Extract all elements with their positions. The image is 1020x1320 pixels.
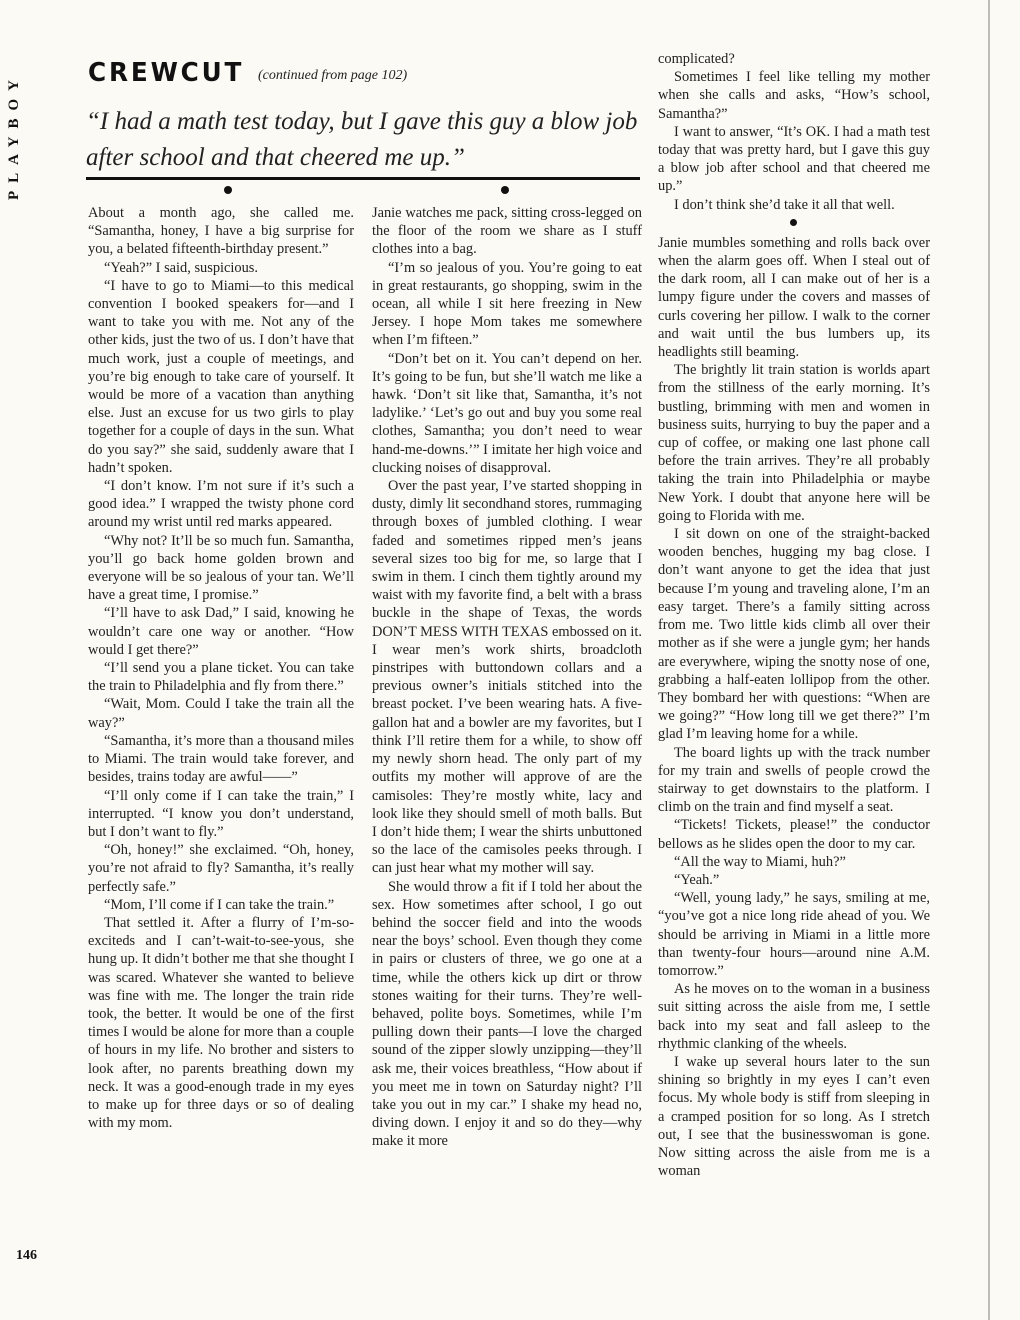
paragraph: Sometimes I feel like telling my mother when she calls and asks, “How’s school, Samantha?”	[658, 69, 930, 122]
paragraph: “Tickets! Tickets, please!” the conductor bellows as he slides open the door to my car.	[658, 817, 930, 852]
paragraph: “All the way to Miami, huh?”	[674, 853, 846, 870]
paragraph: complicated?	[658, 51, 735, 67]
paragraph: “I don’t know. I’m not sure if it’s such a good idea.” I wrapped the twisty phone cord around my wrist until red marks appeared.	[88, 478, 354, 531]
paragraph: Over the past year, I’ve started shopping in dusty, dimly lit secondhand stores, rummaging through boxes of jumbled clothing. I wear faded and sometimes ripped men’s jeans several sizes too big for me, so large that I swim in them. I cinch them tightly around my waist with my favorite find, a belt with a brass buckle in the shape of Texas, the words DON’T MESS WITH TEXAS embossed on it. I wear men’s work shirts, broadcloth pinstripes with buttondown collars and a previous owner’s initials stitched into the breast pocket. I’ve been wearing hats. A five-gallon hat and a bowler are my favorites, but I think I’ll retire them for a while, to show off my newly shorn head. The only part of my outfits my mother will approve of are the camisoles: They’re mostly white, lacy and look like they should smell of moth balls. But I don’t hide them; I wear the shirts unbuttoned so the lace of the camisoles peeks through. I can just hear what my mother will say.	[372, 478, 642, 877]
paragraph: About a month ago, she called me. “Samantha, honey, I have a big surprise for you, a belated fifteenth-birthday present.”	[88, 205, 354, 258]
pull-quote: “I had a math test today, but I gave this guy a blow job after school and that cheered me up.”	[86, 108, 638, 171]
paragraph: The board lights up with the track number for my train and swells of people crowd the stairway to get downstairs to the platform. I climb on the train and find myself a seat.	[658, 744, 930, 816]
paragraph: “I’ll have to ask Dad,” I said, knowing he wouldn’t care one way or another. “How would I get there?”	[88, 605, 354, 658]
paragraph: “Oh, honey!” she exclaimed. “Oh, honey, you’re not afraid to fly? Samantha, it’s really perfectly safe.”	[88, 842, 354, 895]
paragraph: “Yeah.”	[674, 871, 720, 888]
column-2	[372, 204, 642, 1151]
paragraph: The brightly lit train station is worlds apart from the stillness of the early morning. It’s bustling, brimming with men and women in business suits, hurrying to buy the paper and a cup of coffee, or making one last phone call before the train arrives. They’re all probably taking the train into Philadelphia or maybe New York. I doubt that anyone here will be going to Florida with me.	[658, 362, 930, 524]
section-bullet-1	[224, 186, 232, 194]
paragraph: “I’ll send you a plane ticket. You can take the train to Philadelphia and fly from there.”	[88, 660, 354, 695]
paragraph: “I’m so jealous of you. You’re going to eat in great restaurants, go shopping, swim in the ocean, all while I sit here freezing in New Jersey. I hope Mom takes me somewhere when I’m fifteen.”	[372, 259, 642, 349]
paragraph: I don’t think she’d take it all that well.	[674, 196, 895, 213]
magazine-name: PLAYBOY	[6, 72, 22, 200]
continued-note: (continued from page 102)	[258, 68, 408, 83]
header	[88, 58, 638, 88]
page-number: 146	[16, 1248, 37, 1263]
paragraph: “I have to go to Miami—to this medical convention I booked speakers for—and I want to take you with me. Not any of the other kids, just the two of us. I don’t have that much work, just a couple of meetings, and you’re big enough to take care of yourself. It would be more of a vacation than anything else. Just an excuse for us two girls to play together for a couple of days in the sun. What do you say?” she said, suddenly aware that I hadn’t spoken.	[88, 277, 354, 476]
paragraph: “Well, young lady,” he says, smiling at me, “you’ve got a nice long ride ahead of you. We should be arriving in Miami in a little more than twenty-four hours—around nine A.M. tomorrow.”	[658, 890, 930, 979]
paragraph: I sit down on one of the straight-backed wooden benches, hugging my bag close. I don’t want anyone to get the idea that just because I’m young and traveling alone, I’m an easy target. There’s a family sitting across from me. Two little kids climb all over their mother as if she were a jungle gym; her hands are everywhere, wiping the snotty nose of one, grabbing a half-eaten lollipop from the other. They bombard her with questions: “When are we going?” “How long till we get there?” I’m glad I’m leaving home for a while.	[658, 526, 930, 743]
paragraph: Janie mumbles something and rolls back over when the alarm goes off. When I steal out of the dark room, all I can make out of her is a lumpy figure under the covers and masses of curls covering her pillow. I walk to the corner and wait until the bus lumbers up, its headlights still beaming.	[658, 234, 930, 361]
paragraph: “Wait, Mom. Could I take the train all the way?”	[88, 696, 354, 731]
paragraph: “Don’t bet on it. You can’t depend on her. It’s going to be fun, but she’ll watch me like a hawk. ‘Don’t sit like that, Samantha, it’s not ladylike.’ ‘Let’s go out and buy you some real clothes, Samantha; you don’t need to wear hand-me-downs.’” I imitate her high voice and clucking noises of disapproval.	[372, 350, 642, 476]
column-1	[88, 204, 354, 1132]
section-bullet-3	[658, 216, 930, 230]
paragraph: She would throw a fit if I told her about the sex. How sometimes after school, I go out behind the soccer field and into the woods near the boys’ school. Even though they come in pairs or clusters of three, we go one at a time, while the others kick up dirt or throw stones waiting for their turns. They’re well-behaved, polite boys. Sometimes, while I’m pulling down their pants—I love the charged sound of the zipper slowly unzipping—they’ll ask me, their voices breathless, “How about if you meet me in town on Saturday night? I’ll take you out in my car.” I shake my head no, diving down. I enjoy it and so do they—why make it more	[372, 878, 642, 1150]
paragraph: “Mom, I’ll come if I can take the train.”	[104, 896, 335, 913]
column-3	[658, 50, 930, 1180]
paragraph: Janie watches me pack, sitting cross-legged on the floor of the room we share as I stuff clothes into a bag.	[372, 205, 642, 258]
paragraph: I wake up several hours later to the sun shining so brightly in my eyes I can’t even focus. My whole body is stiff from sleeping in a cramped position for so long. As I stretch out, I see that the businesswoman is gone. Now sitting across the aisle from me is a woman	[658, 1053, 930, 1180]
pull-quote-rule	[86, 177, 640, 180]
paragraph: I want to answer, “It’s OK. I had a math test today that was pretty hard, but I gave this guy a blow job after school and that cheered me up.”	[658, 123, 930, 195]
section-bullet-2	[501, 186, 509, 194]
paragraph: As he moves on to the woman in a business suit sitting across the aisle from me, I settle back into my seat and fall asleep to the rhythmic clanking of the wheels.	[658, 981, 930, 1052]
section-title: CREWCUT	[88, 58, 245, 88]
paragraph: “Yeah?” I said, suspicious.	[104, 259, 259, 276]
paragraph: “Samantha, it’s more than a thousand miles to Miami. The train would take forever, and besides, trains today are awful——”	[88, 732, 354, 786]
paragraph: “Why not? It’ll be so much fun. Samantha, you’ll go back home golden brown and everyone will be so jealous of your tan. We’ll have a great time, I promise.”	[88, 532, 354, 604]
page-edge-line	[988, 0, 990, 1320]
paragraph: “I’ll only come if I can take the train,” I interrupted. “I know you don’t understand, but I don’t want to fly.”	[88, 787, 354, 840]
paragraph: That settled it. After a flurry of I’m-so-exciteds and I can’t-wait-to-see-yous, she hung up. It didn’t bother me that she thought I was scared. Whatever she wanted to believe was fine with me. The longer the train ride took, the better. It would be one of the first times I would be alone for more than a couple of hours in my life. No brother and sisters to look after, no parents breathing down my neck. It was a good-enough trade in my eyes to make up for three days or so of dealing with my mom.	[88, 914, 354, 1132]
